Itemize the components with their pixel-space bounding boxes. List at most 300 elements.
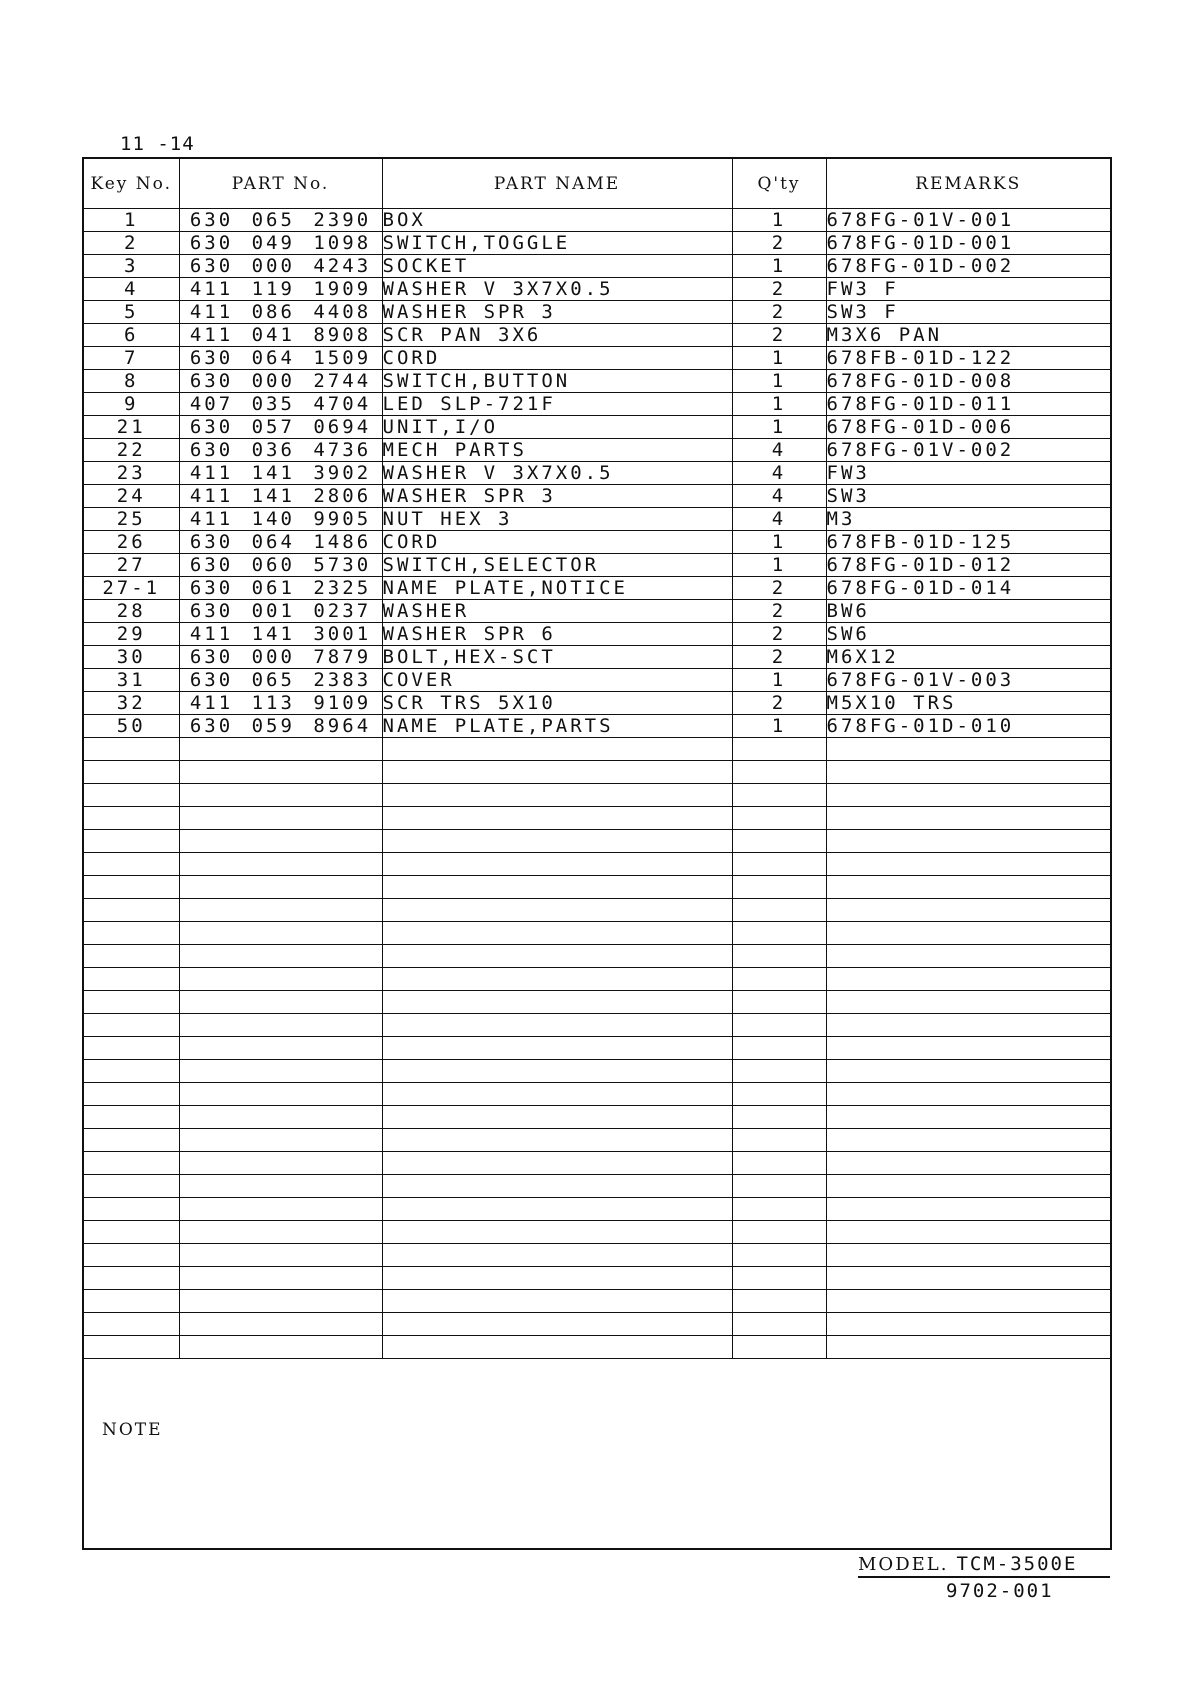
remarks-cell: 678FG-01V-002 [826, 439, 1110, 462]
blank-key-no-cell [84, 1175, 179, 1198]
part-no-cell: 630 000 4243 [179, 255, 382, 278]
blank-table-row [84, 1244, 1110, 1267]
table-row [84, 324, 1110, 347]
blank-key-no-cell [84, 1336, 179, 1359]
blank-key-no-cell [84, 1290, 179, 1313]
table-row [84, 508, 1110, 531]
qty-cell: 1 [732, 669, 826, 692]
blank-part-name-cell [382, 1175, 732, 1198]
blank-qty-cell [732, 1106, 826, 1129]
qty-cell: 1 [732, 531, 826, 554]
blank-table-row [84, 784, 1110, 807]
table-row [84, 577, 1110, 600]
qty-cell: 4 [732, 485, 826, 508]
blank-part-name-cell [382, 1313, 732, 1336]
part-name-cell: MECH PARTS [382, 439, 732, 462]
blank-key-no-cell [84, 1313, 179, 1336]
blank-table-row [84, 1152, 1110, 1175]
qty-cell: 1 [732, 370, 826, 393]
blank-table-row [84, 991, 1110, 1014]
part-name-cell: CORD [382, 347, 732, 370]
blank-key-no-cell [84, 876, 179, 899]
blank-table-row [84, 761, 1110, 784]
table-row [84, 554, 1110, 577]
blank-part-name-cell [382, 1060, 732, 1083]
part-name-cell: CORD [382, 531, 732, 554]
key-no-cell: 3 [84, 255, 179, 278]
remarks-cell: 678FG-01D-002 [826, 255, 1110, 278]
table-row [84, 255, 1110, 278]
blank-part-name-cell [382, 807, 732, 830]
part-no-cell: 630 064 1509 [179, 347, 382, 370]
table-row [84, 439, 1110, 462]
blank-part-no-cell [179, 807, 382, 830]
qty-cell: 2 [732, 646, 826, 669]
blank-table-row [84, 968, 1110, 991]
part-no-cell: 411 113 9109 [179, 692, 382, 715]
part-name-cell: SWITCH,SELECTOR [382, 554, 732, 577]
blank-table-row [84, 1083, 1110, 1106]
blank-remarks-cell [826, 1037, 1110, 1060]
blank-table-row [84, 1221, 1110, 1244]
part-no-cell: 411 141 3001 [179, 623, 382, 646]
remarks-cell: FW3 [826, 462, 1110, 485]
key-no-cell: 50 [84, 715, 179, 738]
model-label: MODEL. [858, 1554, 949, 1575]
key-no-cell: 6 [84, 324, 179, 347]
key-no-cell: 5 [84, 301, 179, 324]
blank-part-name-cell [382, 738, 732, 761]
blank-part-no-cell [179, 1083, 382, 1106]
remarks-cell: 678FB-01D-125 [826, 531, 1110, 554]
blank-remarks-cell [826, 991, 1110, 1014]
table-row [84, 393, 1110, 416]
blank-remarks-cell [826, 1336, 1110, 1359]
blank-key-no-cell [84, 784, 179, 807]
blank-table-row [84, 853, 1110, 876]
blank-qty-cell [732, 738, 826, 761]
blank-part-no-cell [179, 1267, 382, 1290]
blank-part-name-cell [382, 1267, 732, 1290]
blank-key-no-cell [84, 853, 179, 876]
blank-part-no-cell [179, 876, 382, 899]
part-name-cell: UNIT,I/O [382, 416, 732, 439]
blank-key-no-cell [84, 738, 179, 761]
blank-remarks-cell [826, 922, 1110, 945]
blank-qty-cell [732, 784, 826, 807]
key-no-cell: 22 [84, 439, 179, 462]
blank-remarks-cell [826, 1175, 1110, 1198]
blank-key-no-cell [84, 1244, 179, 1267]
page-number: 11 -14 [120, 133, 195, 155]
blank-part-name-cell [382, 1221, 732, 1244]
blank-table-row [84, 876, 1110, 899]
table-row [84, 462, 1110, 485]
blank-key-no-cell [84, 1060, 179, 1083]
blank-part-name-cell [382, 784, 732, 807]
blank-table-row [84, 1014, 1110, 1037]
blank-part-no-cell [179, 1244, 382, 1267]
blank-qty-cell [732, 1267, 826, 1290]
blank-key-no-cell [84, 761, 179, 784]
parts-table-body [84, 209, 1110, 1359]
key-no-cell: 2 [84, 232, 179, 255]
blank-part-no-cell [179, 1198, 382, 1221]
qty-cell: 1 [732, 554, 826, 577]
blank-key-no-cell [84, 899, 179, 922]
key-no-cell: 29 [84, 623, 179, 646]
blank-qty-cell [732, 1336, 826, 1359]
blank-remarks-cell [826, 1244, 1110, 1267]
part-no-cell: 411 140 9905 [179, 508, 382, 531]
table-row [84, 692, 1110, 715]
blank-part-no-cell [179, 1336, 382, 1359]
blank-table-row [84, 1198, 1110, 1221]
remarks-cell: 678FB-01D-122 [826, 347, 1110, 370]
blank-table-row [84, 738, 1110, 761]
blank-part-no-cell [179, 1175, 382, 1198]
parts-table [84, 159, 1110, 1359]
blank-part-no-cell [179, 1106, 382, 1129]
blank-remarks-cell [826, 1129, 1110, 1152]
part-name-cell: SWITCH,BUTTON [382, 370, 732, 393]
header-row [84, 159, 1110, 209]
table-row [84, 347, 1110, 370]
remarks-cell: 678FG-01D-011 [826, 393, 1110, 416]
remarks-cell: 678FG-01D-012 [826, 554, 1110, 577]
blank-qty-cell [732, 922, 826, 945]
part-no-cell: 630 001 0237 [179, 600, 382, 623]
remarks-cell: BW6 [826, 600, 1110, 623]
blank-qty-cell [732, 1129, 826, 1152]
key-no-cell: 27-1 [84, 577, 179, 600]
blank-key-no-cell [84, 1267, 179, 1290]
part-name-cell: WASHER [382, 600, 732, 623]
qty-cell: 2 [732, 600, 826, 623]
blank-table-row [84, 1129, 1110, 1152]
blank-part-name-cell [382, 761, 732, 784]
remarks-cell: FW3 F [826, 278, 1110, 301]
qty-cell: 2 [732, 232, 826, 255]
key-no-cell: 26 [84, 531, 179, 554]
qty-cell: 2 [732, 692, 826, 715]
blank-key-no-cell [84, 1014, 179, 1037]
key-no-cell: 1 [84, 209, 179, 232]
blank-part-no-cell [179, 945, 382, 968]
blank-remarks-cell [826, 853, 1110, 876]
blank-key-no-cell [84, 968, 179, 991]
qty-cell: 1 [732, 416, 826, 439]
blank-qty-cell [732, 1014, 826, 1037]
blank-key-no-cell [84, 991, 179, 1014]
key-no-cell: 30 [84, 646, 179, 669]
blank-table-row [84, 1267, 1110, 1290]
blank-key-no-cell [84, 1037, 179, 1060]
blank-qty-cell [732, 899, 826, 922]
part-no-cell: 411 141 2806 [179, 485, 382, 508]
blank-part-name-cell [382, 1152, 732, 1175]
key-no-cell: 25 [84, 508, 179, 531]
blank-part-no-cell [179, 830, 382, 853]
blank-remarks-cell [826, 761, 1110, 784]
part-name-cell: SCR TRS 5X10 [382, 692, 732, 715]
key-no-cell: 24 [84, 485, 179, 508]
blank-qty-cell [732, 945, 826, 968]
blank-part-name-cell [382, 945, 732, 968]
blank-table-row [84, 1106, 1110, 1129]
blank-remarks-cell [826, 1313, 1110, 1336]
blank-part-no-cell [179, 761, 382, 784]
blank-remarks-cell [826, 1014, 1110, 1037]
key-no-cell: 31 [84, 669, 179, 692]
key-no-cell: 4 [84, 278, 179, 301]
part-name-cell: WASHER SPR 6 [382, 623, 732, 646]
blank-table-row [84, 922, 1110, 945]
qty-cell: 4 [732, 439, 826, 462]
part-name-cell: WASHER V 3X7X0.5 [382, 278, 732, 301]
key-no-cell: 21 [84, 416, 179, 439]
remarks-cell: 678FG-01V-003 [826, 669, 1110, 692]
blank-remarks-cell [826, 738, 1110, 761]
part-no-cell: 630 049 1098 [179, 232, 382, 255]
blank-qty-cell [732, 876, 826, 899]
blank-part-no-cell [179, 738, 382, 761]
remarks-cell: M6X12 [826, 646, 1110, 669]
qty-cell: 2 [732, 324, 826, 347]
key-no-cell: 7 [84, 347, 179, 370]
blank-key-no-cell [84, 807, 179, 830]
table-row [84, 485, 1110, 508]
blank-part-no-cell [179, 1037, 382, 1060]
part-no-cell: 407 035 4704 [179, 393, 382, 416]
blank-qty-cell [732, 1083, 826, 1106]
blank-part-name-cell [382, 991, 732, 1014]
blank-qty-cell [732, 968, 826, 991]
table-row [84, 623, 1110, 646]
blank-key-no-cell [84, 1129, 179, 1152]
blank-qty-cell [732, 1244, 826, 1267]
part-name-cell: NAME PLATE,PARTS [382, 715, 732, 738]
header-part-no: PART No. [179, 159, 382, 209]
blank-remarks-cell [826, 1106, 1110, 1129]
blank-qty-cell [732, 1198, 826, 1221]
key-no-cell: 27 [84, 554, 179, 577]
blank-table-row [84, 1037, 1110, 1060]
part-no-cell: 630 065 2390 [179, 209, 382, 232]
table-row [84, 669, 1110, 692]
qty-cell: 1 [732, 209, 826, 232]
blank-qty-cell [732, 1313, 826, 1336]
blank-part-name-cell [382, 1290, 732, 1313]
part-name-cell: WASHER SPR 3 [382, 485, 732, 508]
blank-part-no-cell [179, 853, 382, 876]
table-row [84, 715, 1110, 738]
qty-cell: 2 [732, 301, 826, 324]
blank-part-no-cell [179, 1313, 382, 1336]
part-no-cell: 630 000 7879 [179, 646, 382, 669]
blank-remarks-cell [826, 1060, 1110, 1083]
blank-part-no-cell [179, 899, 382, 922]
table-row [84, 209, 1110, 232]
qty-cell: 1 [732, 393, 826, 416]
blank-part-no-cell [179, 991, 382, 1014]
part-name-cell: NAME PLATE,NOTICE [382, 577, 732, 600]
blank-remarks-cell [826, 1152, 1110, 1175]
blank-remarks-cell [826, 945, 1110, 968]
table-row [84, 278, 1110, 301]
blank-part-no-cell [179, 1014, 382, 1037]
remarks-cell: M3X6 PAN [826, 324, 1110, 347]
remarks-cell: M5X10 TRS [826, 692, 1110, 715]
table-row [84, 600, 1110, 623]
part-no-cell: 630 059 8964 [179, 715, 382, 738]
remarks-cell: 678FG-01D-006 [826, 416, 1110, 439]
blank-part-no-cell [179, 1060, 382, 1083]
part-no-cell: 411 086 4408 [179, 301, 382, 324]
blank-remarks-cell [826, 899, 1110, 922]
blank-part-no-cell [179, 1129, 382, 1152]
remarks-cell: SW3 [826, 485, 1110, 508]
note-area [84, 1410, 1110, 1548]
part-name-cell: BOX [382, 209, 732, 232]
qty-cell: 2 [732, 278, 826, 301]
blank-part-no-cell [179, 784, 382, 807]
header-key-no: Key No. [84, 159, 179, 209]
table-row [84, 370, 1110, 393]
blank-table-row [84, 1336, 1110, 1359]
key-no-cell: 28 [84, 600, 179, 623]
table-row [84, 301, 1110, 324]
footer [858, 1553, 1110, 1602]
blank-qty-cell [732, 761, 826, 784]
remarks-cell: 678FG-01D-001 [826, 232, 1110, 255]
key-no-cell: 32 [84, 692, 179, 715]
blank-key-no-cell [84, 1198, 179, 1221]
part-no-cell: 411 141 3902 [179, 462, 382, 485]
blank-part-name-cell [382, 968, 732, 991]
blank-remarks-cell [826, 876, 1110, 899]
blank-remarks-cell [826, 784, 1110, 807]
blank-table-row [84, 830, 1110, 853]
blank-part-name-cell [382, 876, 732, 899]
blank-qty-cell [732, 830, 826, 853]
blank-qty-cell [732, 1221, 826, 1244]
qty-cell: 1 [732, 255, 826, 278]
blank-table-row [84, 1313, 1110, 1336]
blank-remarks-cell [826, 830, 1110, 853]
blank-part-name-cell [382, 1336, 732, 1359]
blank-qty-cell [732, 1060, 826, 1083]
blank-part-name-cell [382, 1037, 732, 1060]
part-name-cell: SWITCH,TOGGLE [382, 232, 732, 255]
blank-part-name-cell [382, 1129, 732, 1152]
remarks-cell: SW6 [826, 623, 1110, 646]
part-name-cell: WASHER V 3X7X0.5 [382, 462, 732, 485]
table-row [84, 232, 1110, 255]
blank-part-no-cell [179, 1152, 382, 1175]
revision-code: 9702-001 [946, 1580, 1054, 1602]
blank-part-name-cell [382, 1198, 732, 1221]
header-qty: Q'ty [732, 159, 826, 209]
blank-key-no-cell [84, 922, 179, 945]
part-name-cell: LED SLP-721F [382, 393, 732, 416]
blank-table-row [84, 1060, 1110, 1083]
blank-key-no-cell [84, 830, 179, 853]
blank-table-row [84, 1175, 1110, 1198]
remarks-cell: 678FG-01V-001 [826, 209, 1110, 232]
part-no-cell: 630 065 2383 [179, 669, 382, 692]
qty-cell: 2 [732, 623, 826, 646]
remarks-cell: 678FG-01D-010 [826, 715, 1110, 738]
blank-part-name-cell [382, 1244, 732, 1267]
blank-part-no-cell [179, 922, 382, 945]
key-no-cell: 23 [84, 462, 179, 485]
key-no-cell: 9 [84, 393, 179, 416]
blank-remarks-cell [826, 1221, 1110, 1244]
qty-cell: 1 [732, 715, 826, 738]
part-no-cell: 630 036 4736 [179, 439, 382, 462]
part-no-cell: 630 064 1486 [179, 531, 382, 554]
blank-key-no-cell [84, 1221, 179, 1244]
blank-part-name-cell [382, 1106, 732, 1129]
blank-qty-cell [732, 991, 826, 1014]
part-name-cell: NUT HEX 3 [382, 508, 732, 531]
model-value: TCM-3500E [956, 1553, 1078, 1575]
blank-part-no-cell [179, 1221, 382, 1244]
part-no-cell: 630 061 2325 [179, 577, 382, 600]
part-no-cell: 630 060 5730 [179, 554, 382, 577]
part-no-cell: 411 041 8908 [179, 324, 382, 347]
part-no-cell: 630 057 0694 [179, 416, 382, 439]
blank-qty-cell [732, 1175, 826, 1198]
blank-qty-cell [732, 1290, 826, 1313]
remarks-cell: SW3 F [826, 301, 1110, 324]
part-name-cell: COVER [382, 669, 732, 692]
blank-qty-cell [732, 1152, 826, 1175]
part-name-cell: WASHER SPR 3 [382, 301, 732, 324]
blank-table-row [84, 899, 1110, 922]
blank-remarks-cell [826, 807, 1110, 830]
table-row [84, 531, 1110, 554]
part-no-cell: 630 000 2744 [179, 370, 382, 393]
blank-key-no-cell [84, 1106, 179, 1129]
header-part-name: PART NAME [382, 159, 732, 209]
blank-part-name-cell [382, 853, 732, 876]
blank-table-row [84, 945, 1110, 968]
qty-cell: 2 [732, 577, 826, 600]
note-label: NOTE [102, 1420, 163, 1440]
remarks-cell: 678FG-01D-014 [826, 577, 1110, 600]
part-name-cell: SOCKET [382, 255, 732, 278]
table-row [84, 416, 1110, 439]
blank-remarks-cell [826, 968, 1110, 991]
key-no-cell: 8 [84, 370, 179, 393]
blank-qty-cell [732, 807, 826, 830]
blank-part-no-cell [179, 968, 382, 991]
qty-cell: 4 [732, 508, 826, 531]
blank-part-name-cell [382, 922, 732, 945]
blank-remarks-cell [826, 1083, 1110, 1106]
blank-table-row [84, 807, 1110, 830]
remarks-cell: M3 [826, 508, 1110, 531]
blank-remarks-cell [826, 1198, 1110, 1221]
blank-part-no-cell [179, 1290, 382, 1313]
part-name-cell: BOLT,HEX-SCT [382, 646, 732, 669]
blank-remarks-cell [826, 1267, 1110, 1290]
qty-cell: 1 [732, 347, 826, 370]
blank-part-name-cell [382, 899, 732, 922]
model-line [858, 1553, 1110, 1578]
